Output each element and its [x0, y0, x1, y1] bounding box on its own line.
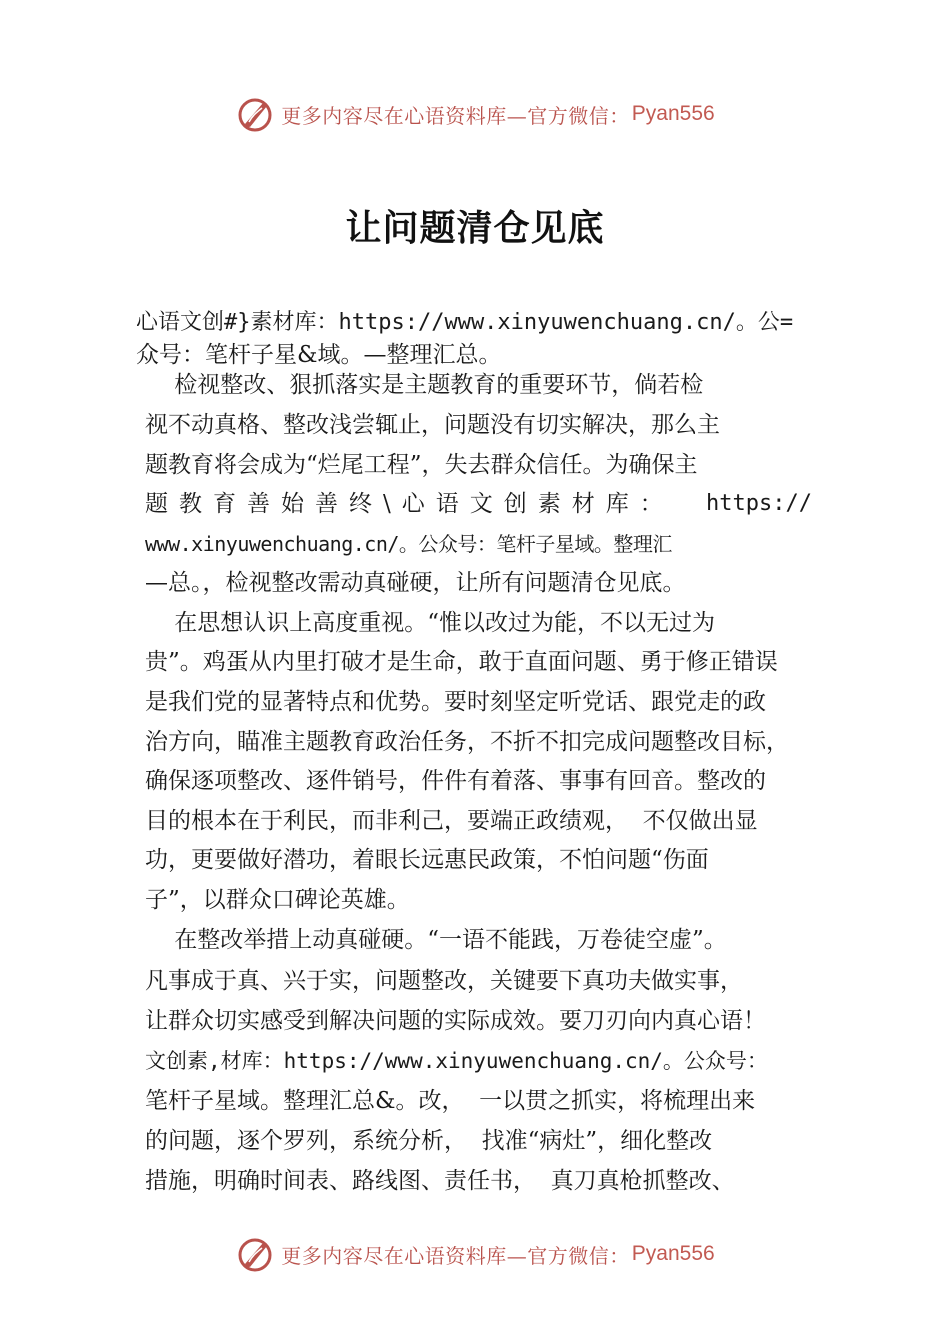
- body-line: 检视整改、狠抓落实是主题教育的重要环节，倘若检: [145, 372, 704, 398]
- watermark-wechat-id: Pyan556: [631, 102, 715, 125]
- body-line: 在整改举措上动真碰硬。“一语不能践，万卷徒空虚”。: [145, 927, 727, 953]
- watermark-wechat-id: Pyan556: [631, 1242, 715, 1265]
- body-line: 子”，以群众口碑论英雄。: [145, 887, 410, 913]
- body-line: https://: [706, 491, 812, 516]
- watermark-text: 更多内容尽在心语资料库—官方微信：: [281, 1243, 630, 1268]
- document-title: 让问题清仓见底: [345, 207, 605, 249]
- body-line: 视不动真格、整改浅尝辄止，问题没有切实解决，那么主: [145, 412, 720, 438]
- footer-watermark: [0, 1232, 950, 1276]
- body-line: www.xinyuwenchuang.cn/。公众号：笔杆子星域。整理汇: [145, 532, 672, 556]
- header-watermark: [0, 92, 950, 136]
- body-line: 凡事成于真、兴于实，问题整改，关键要下真功夫做实事，: [145, 968, 743, 994]
- body-line: 的问题，逐个罗列，系统分析， 找准“病灶”，细化整改: [145, 1128, 713, 1154]
- body-line: 措施，明确时间表、路线图、责任书， 真刀真枪抓整改、: [145, 1168, 735, 1194]
- body-line: —总。，检视整改需动真碰硬，让所有问题清仓见底。: [145, 570, 686, 596]
- body-line: 题教育善始善终\心语文创素材库：: [145, 491, 674, 517]
- pen-quill-logo-icon: [235, 1234, 275, 1274]
- body-line: 是我们党的显著特点和优势。要时刻坚定听党话、跟党走的政: [145, 689, 766, 715]
- body-line: 贵”。鸡蛋从内里打破才是生命，敢于直面问题、勇于修正错误: [145, 649, 778, 675]
- body-line: 心语文创#}素材库：https://www.xinyuwenchuang.cn/。公=: [136, 310, 794, 335]
- body-line: 确保逐项整改、逐件销号，件件有着落、事事有回音。整改的: [145, 768, 766, 794]
- body-line: 让群众切实感受到解决问题的实际成效。要刀刃向内真心语！: [145, 1008, 766, 1034]
- body-line: 题教育将会成为“烂尾工程”，失去群众信任。为确保主: [145, 452, 698, 478]
- body-line: 文创素,材库：https://www.xinyuwenchuang.cn/。公众号：: [145, 1049, 768, 1073]
- body-line: 在思想认识上高度重视。“惟以改过为能，不以无过为: [145, 610, 716, 636]
- body-line: 目的根本在于利民，而非利己，要端正政绩观， 不仅做出显: [145, 808, 758, 834]
- body-line: 笔杆子星域。整理汇总&。改， 一以贯之抓实，将梳理出来: [145, 1088, 756, 1114]
- body-line: 功，更要做好潜功，着眼长远惠民政策，不怕问题“伤面: [145, 847, 709, 873]
- body-line: 治方向，瞄准主题教育政治任务，不折不扣完成问题整改目标，: [145, 729, 789, 755]
- body-line: 众号：笔杆子星&域。—整理汇总。: [136, 342, 502, 368]
- watermark-text: 更多内容尽在心语资料库—官方微信：: [281, 103, 630, 128]
- pen-quill-logo-icon: [235, 94, 275, 134]
